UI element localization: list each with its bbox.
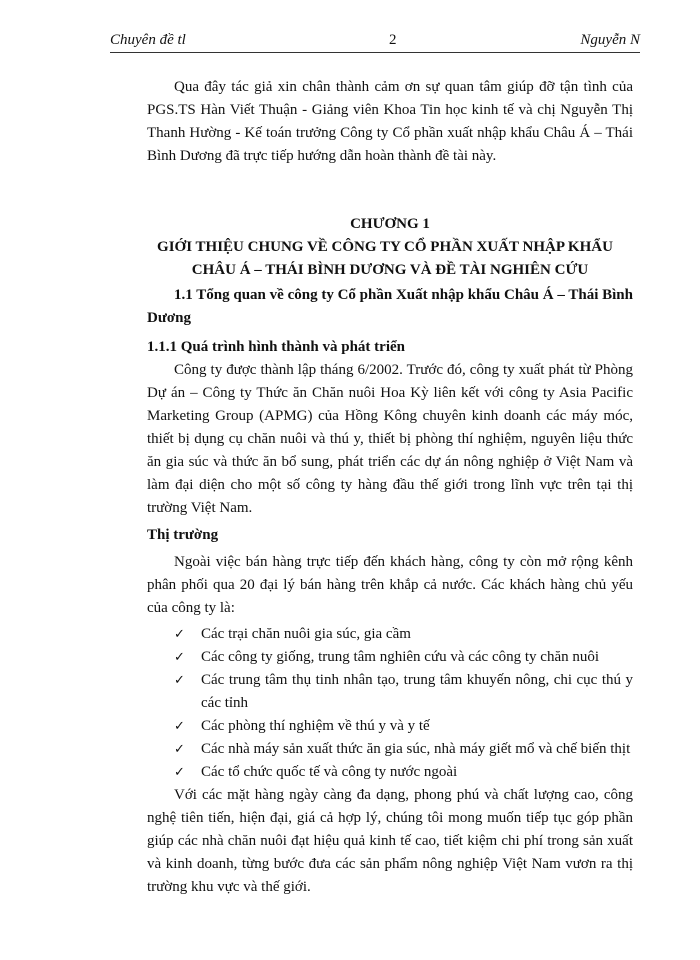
list-item: ✓ Các trung tâm thụ tinh nhân tạo, trung tâm khuyến nông, chi cục thú y các tỉnh	[174, 669, 633, 715]
market-heading: Thị trường	[147, 527, 219, 543]
check-icon: ✓	[174, 765, 185, 780]
header-title: Chuyên đề tl	[110, 32, 186, 48]
list-item: ✓ Các phòng thí nghiệm về thú y và y tế	[174, 715, 633, 738]
chapter-title-line2: CHÂU Á – THÁI BÌNH DƯƠNG VÀ ĐỀ TÀI NGHIÊN CỨU	[191, 262, 589, 278]
check-icon: ✓	[174, 742, 185, 757]
customer-list	[147, 623, 633, 784]
page-header	[110, 30, 640, 53]
check-icon: ✓	[174, 673, 185, 688]
page-body	[147, 76, 633, 899]
chapter-title-line1: GIỚI THIỆU CHUNG VỀ CÔNG TY CỔ PHẦN XUẤT NHẬP KHẨU	[157, 239, 613, 255]
closing-paragraph: Với các mặt hàng ngày càng đa dạng, phong phú và chất lượng cao, công nghệ tiên tiến, hiện đại, giá cả hợp lý, chúng tôi mong muốn tiếp tục góp phần giúp các nhà chăn nuôi đạt hiệu quả kinh tế cao, tiết kiệm chi phí trong sản xuất và kinh doanh, từng bước đưa các sản phẩm nông nghiệp Việt Nam vươn ra thị trường khu vực và thế giới.	[147, 787, 633, 895]
section-1-1-heading: 1.1 Tổng quan về công ty Cổ phần Xuất nhập khẩu Châu Á – Thái Bình Dương	[147, 287, 633, 326]
check-icon: ✓	[174, 719, 185, 734]
market-paragraph: Ngoài việc bán hàng trực tiếp đến khách hàng, công ty còn mở rộng kênh phân phối qua 20 đại lý bán hàng trên khắp cả nước. Các khách hàng chủ yếu của công ty là:	[147, 554, 633, 616]
history-paragraph: Công ty được thành lập tháng 6/2002. Trước đó, công ty xuất phát từ Phòng Dự án – Công ty Thức ăn Chăn nuôi Hoa Kỳ liên kết với công ty Asia Pacific Marketing Group (APMG) của Hồng Kông chuyên kinh doanh các máy móc, thiết bị dụng cụ chăn nuôi và thú y, thiết bị phòng thí nghiệm, nguyên liệu thức ăn gia súc và thức ăn bổ sung, phát triển các dự án nông nghiệp ở Việt Nam và làm đại diện cho một số công ty hàng đầu thế giới trong lĩnh vực trên tại thị trường Việt Nam.	[147, 362, 633, 516]
acknowledgement-paragraph: Qua đây tác giả xin chân thành cảm ơn sự quan tâm giúp đỡ tận tình của PGS.TS Hàn Viết Thuận - Giảng viên Khoa Tin học kinh tế và chị Nguyễn Thị Thanh Hường - Kế toán trưởng Công ty Cổ phần xuất nhập khẩu Châu Á – Thái Bình Dương đã trực tiếp hướng dẫn hoàn thành đề tài này.	[147, 79, 633, 164]
check-icon: ✓	[174, 627, 185, 642]
check-icon: ✓	[174, 650, 185, 665]
list-item: ✓ Các trại chăn nuôi gia súc, gia cầm	[174, 623, 633, 646]
list-item: ✓ Các tổ chức quốc tế và công ty nước ngoài	[174, 761, 633, 784]
page-number: 2	[389, 32, 397, 48]
list-item: ✓ Các công ty giống, trung tâm nghiên cứu và các công ty chăn nuôi	[174, 646, 633, 669]
chapter-number: CHƯƠNG 1	[350, 216, 430, 232]
list-item: ✓ Các nhà máy sản xuất thức ăn gia súc, nhà máy giết mổ và chế biến thịt	[174, 738, 633, 761]
section-1-1-1-heading: 1.1.1 Quá trình hình thành và phát triển	[147, 339, 405, 355]
header-author: Nguyễn N	[580, 32, 640, 48]
